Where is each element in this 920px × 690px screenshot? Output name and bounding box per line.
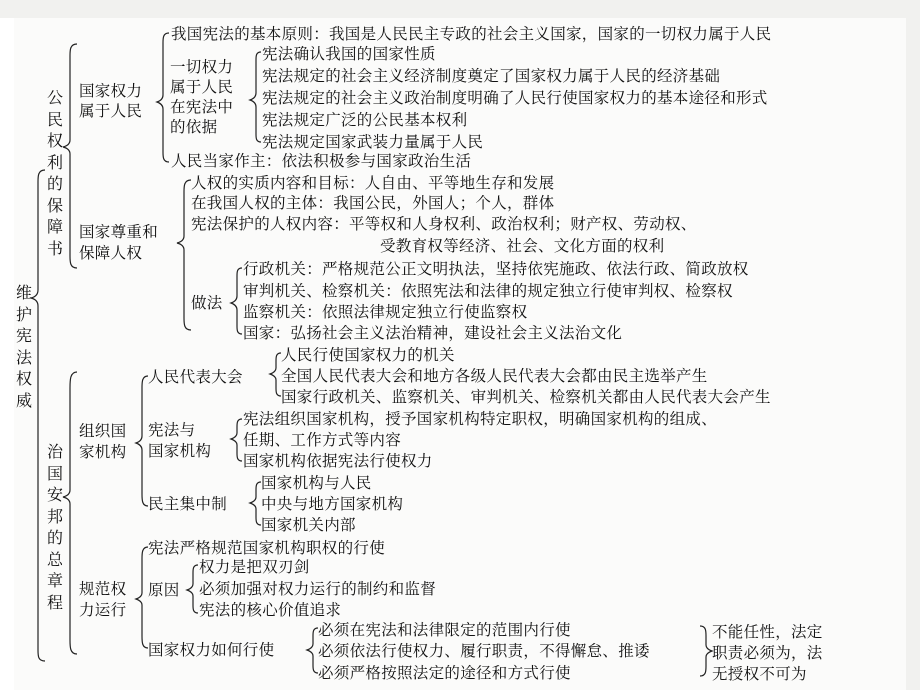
brace-branch1	[63, 44, 77, 268]
sub2-title-line1: 国家尊重和	[79, 223, 159, 241]
brace-practice	[231, 268, 242, 334]
how-title: 国家权力如何行使	[148, 641, 275, 659]
sub2-item: 宪法保护的人权内容：平等权和人身权利、政治权利；财产权、劳动权、	[191, 215, 697, 233]
sub2-item: 人权的实质内容和目标：人自由、平等地生存和发展	[191, 174, 555, 192]
how-result: 不能任性，法定	[712, 623, 823, 641]
brace-how	[307, 628, 318, 673]
practice-item: 监察机关：依照法律规定独立行使监察权	[243, 303, 528, 321]
reason-title: 原因	[148, 581, 180, 599]
const-title-line1: 宪法与	[148, 421, 196, 439]
basis-item: 宪法规定广泛的公民基本权利	[262, 111, 468, 129]
npc-item: 国家行政机关、监察机关、审判机关、检察机关都由人民代表大会产生	[281, 388, 771, 406]
sub1-title-line2: 属于人民	[79, 102, 143, 120]
dc-item: 国家机关内部	[261, 516, 356, 534]
dc-item: 国家机构与人民	[261, 474, 372, 492]
how-item: 必须在宪法和法律限定的范围内行使	[318, 621, 571, 639]
reason-item: 必须加强对权力运行的制约和监督	[199, 580, 437, 598]
npc-title: 人民代表大会	[148, 368, 243, 386]
how-item: 必须严格按照法定的途径和方式行使	[318, 664, 571, 682]
sub1-title-line1: 国家权力	[79, 82, 143, 100]
branch1-title: 公民权利的保障书	[46, 88, 63, 258]
npc-item: 全国人民代表大会和地方各级人民代表大会都由民主选举产生	[281, 367, 708, 385]
brace-sub1	[157, 33, 169, 162]
basis-item: 宪法规定的社会主义政治制度明确了人民行使国家权力的基本途径和形式	[262, 89, 768, 107]
practice-title: 做法	[191, 294, 223, 312]
brace-root	[31, 170, 45, 661]
reason-item: 权力是把双刃剑	[199, 558, 310, 576]
const-item: 宪法组织国家机构，授予国家机构特定职权，明确国家机构的组成、	[243, 410, 718, 428]
practice-item: 行政机关：严格规范公正文明执法，坚持依宪施政、依法行政、简政放权	[243, 260, 749, 278]
how-item: 必须依法行使权力、履行职责，不得懈怠、推诿	[318, 642, 650, 660]
basis-title-line2: 属于人民	[170, 78, 234, 96]
brace-npc	[270, 353, 281, 396]
brace-dc	[250, 482, 261, 525]
basis-item: 宪法规定国家武装力量属于人民	[262, 133, 484, 151]
org-title-line1: 组织国	[79, 422, 127, 440]
const-title-line2: 国家机构	[148, 442, 212, 460]
root-title: 维护宪法权威	[15, 283, 32, 410]
basis-item: 宪法确认我国的国家性质	[262, 45, 436, 63]
practice-item: 国家：弘扬社会主义法治精神，建设社会主义法治文化	[243, 324, 623, 342]
how-result: 无授权不可为	[712, 665, 807, 683]
basis-title-line4: 的依据	[170, 118, 218, 136]
reg-title-line2: 力运行	[79, 601, 127, 619]
practice-item: 审判机关、检察机关：依照宪法和法律的规定独立行使审判权、检察权	[243, 282, 733, 300]
basis-title-line3: 在宪法中	[170, 98, 234, 116]
brace-basis	[250, 52, 261, 142]
basis-item: 宪法规定的社会主义经济制度奠定了国家权力属于人民的经济基础	[262, 67, 721, 85]
dc-title: 民主集中制	[148, 495, 228, 513]
brace-result	[700, 626, 712, 676]
const-item: 国家机构依据宪法行使权力	[243, 452, 433, 470]
item-principle: 我国宪法的基本原则：我国是人民民主专政的社会主义国家，国家的一切权力属于人民	[171, 25, 772, 43]
sub2-item-cont: 受教育权等经济、社会、文化方面的权利	[380, 237, 665, 255]
reg-title-line1: 规范权	[79, 580, 127, 598]
item-master: 人民当家作主：依法积极参与国家政治生活	[171, 152, 472, 170]
reason-item: 宪法的核心价值追求	[199, 601, 342, 619]
brace-org	[136, 376, 148, 506]
sub2-title-line2: 保障人权	[79, 244, 143, 262]
brace-const	[231, 419, 242, 461]
brace-branch2	[63, 372, 77, 654]
brace-reason	[187, 565, 198, 613]
how-result: 职责必须为，法	[712, 644, 823, 662]
const-item: 任期、工作方式等内容	[243, 431, 402, 449]
npc-item: 人民行使国家权力的机关	[281, 346, 455, 364]
dc-item: 中央与地方国家机构	[261, 495, 404, 513]
sub2-item: 在我国人权的主体：我国公民，外国人；个人，群体	[191, 194, 555, 212]
brace-reg	[136, 547, 148, 648]
org-title-line2: 家机构	[79, 443, 127, 461]
basis-title-line1: 一切权力	[170, 58, 234, 76]
reg-item-top: 宪法严格规范国家机构职权的行使	[148, 539, 386, 557]
brace-sub2	[177, 180, 191, 330]
branch2-title: 治国安邦的总章程	[46, 442, 63, 612]
